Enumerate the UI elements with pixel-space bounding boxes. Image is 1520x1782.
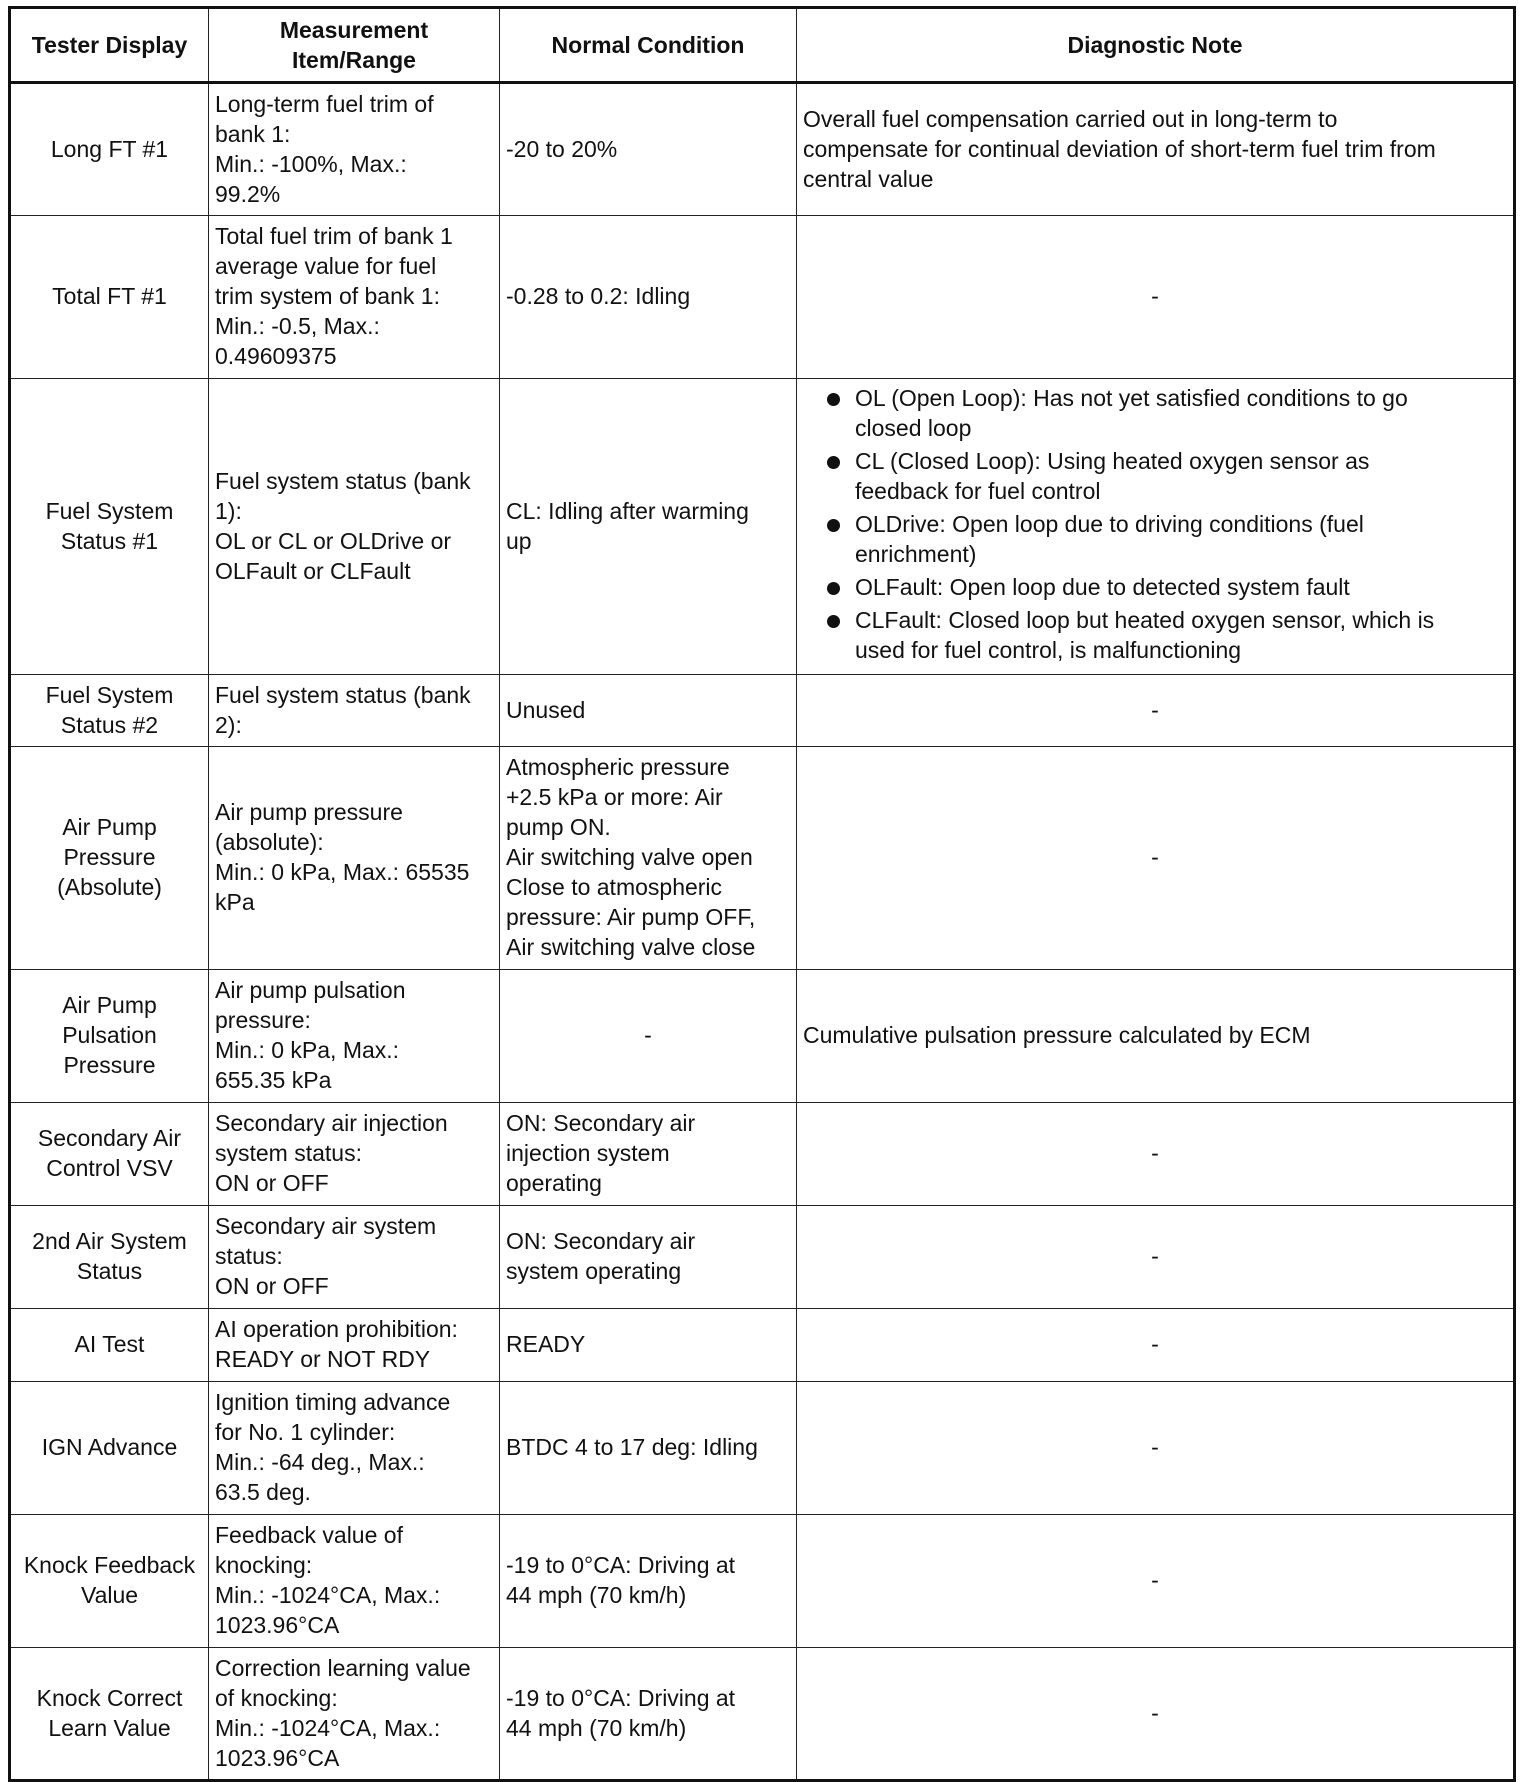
note-text: CL (Closed Loop): Using heated oxygen sensor as feedback for fuel control [855, 448, 1370, 504]
table-row-long-ft-1 [10, 83, 1515, 216]
normal-condition-cell: BTDC 4 to 17 deg: Idling [500, 1382, 797, 1515]
measurement-cell: Ignition timing advance for No. 1 cylinder: Min.: -64 deg., Max.: 63.5 deg. [209, 1382, 500, 1515]
tester-display-cell: Secondary Air Control VSV [10, 1103, 209, 1206]
table-row-ign-advance [10, 1382, 1515, 1515]
normal-condition-cell: -20 to 20% [500, 83, 797, 216]
tester-display-cell: Fuel System Status #1 [10, 379, 209, 675]
measurement-cell: Total fuel trim of bank 1 average value for fuel trim system of bank 1: Min.: -0.5, Max.: 0.49609375 [209, 216, 500, 379]
bullet-icon [827, 615, 840, 628]
measurement-cell: Air pump pressure (absolute): Min.: 0 kPa, Max.: 65535 kPa [209, 747, 500, 970]
note-text: CLFault: Closed loop but heated oxygen sensor, which is used for fuel control, is malfunctioning [855, 607, 1435, 663]
header-normal-condition: Normal Condition [500, 8, 797, 83]
tester-display-cell: Knock Feedback Value [10, 1515, 209, 1648]
diagnostic-note-cell [797, 379, 1515, 675]
normal-condition-cell: -19 to 0°CA: Driving at 44 mph (70 km/h) [500, 1648, 797, 1781]
bullet-icon [827, 456, 840, 469]
tester-display-cell: Air Pump Pulsation Pressure [10, 970, 209, 1103]
table-body [10, 83, 1515, 1781]
measurement-cell: Fuel system status (bank 2): [209, 675, 500, 747]
data-list-sheet [8, 6, 1513, 1782]
tester-display-cell: IGN Advance [10, 1382, 209, 1515]
normal-condition-cell: -19 to 0°CA: Driving at 44 mph (70 km/h) [500, 1515, 797, 1648]
normal-condition-cell: READY [500, 1309, 797, 1382]
table-row-knock-correct-learn-value [10, 1648, 1515, 1781]
diagnostic-note-cell: - [797, 675, 1515, 747]
table-row-fuel-system-status-1 [10, 379, 1515, 675]
table-row-2nd-air-system-status [10, 1206, 1515, 1309]
table-row-air-pump-pulsation [10, 970, 1515, 1103]
header-tester-display: Tester Display [10, 8, 209, 83]
diagnostic-note-cell: Overall fuel compensation carried out in long-term to compensate for continual deviation of short-term fuel trim from central value [797, 83, 1515, 216]
normal-condition-cell: ON: Secondary air injection system operating [500, 1103, 797, 1206]
tester-display-cell: Total FT #1 [10, 216, 209, 379]
diagnostic-note-cell: - [797, 1103, 1515, 1206]
normal-condition-cell: CL: Idling after warming up [500, 379, 797, 675]
tester-display-cell: Air Pump Pressure (Absolute) [10, 747, 209, 970]
table-row-secondary-air-control-vsv [10, 1103, 1515, 1206]
diagnostic-note-cell: - [797, 1382, 1515, 1515]
bullet-icon [827, 582, 840, 595]
measurement-cell: AI operation prohibition: READY or NOT RDY [209, 1309, 500, 1382]
measurement-cell: Air pump pulsation pressure: Min.: 0 kPa, Max.: 655.35 kPa [209, 970, 500, 1103]
bullet-icon [827, 519, 840, 532]
list-item [827, 605, 1507, 665]
tester-display-cell: 2nd Air System Status [10, 1206, 209, 1309]
header-diagnostic-note: Diagnostic Note [797, 8, 1515, 83]
normal-condition-cell: - [500, 970, 797, 1103]
diagnostic-note-cell: - [797, 1206, 1515, 1309]
header-row [10, 8, 1515, 83]
normal-condition-cell: ON: Secondary air system operating [500, 1206, 797, 1309]
measurement-cell: Feedback value of knocking: Min.: -1024°CA, Max.: 1023.96°CA [209, 1515, 500, 1648]
diagnostic-note-cell: - [797, 1648, 1515, 1781]
list-item [827, 572, 1507, 602]
table-row-air-pump-pressure [10, 747, 1515, 970]
list-item [827, 446, 1507, 506]
table-row-total-ft-1 [10, 216, 1515, 379]
diagnostic-note-cell: Cumulative pulsation pressure calculated by ECM [797, 970, 1515, 1103]
normal-condition-cell: Unused [500, 675, 797, 747]
measurement-cell: Secondary air injection system status: ON or OFF [209, 1103, 500, 1206]
tester-display-cell: Knock Correct Learn Value [10, 1648, 209, 1781]
tester-display-cell: AI Test [10, 1309, 209, 1382]
measurement-cell: Fuel system status (bank 1): OL or CL or OLDrive or OLFault or CLFault [209, 379, 500, 675]
list-item [827, 509, 1507, 569]
normal-condition-cell: Atmospheric pressure +2.5 kPa or more: Air pump ON. Air switching valve open Close to atmospheric pressure: Air pump OFF, Air switching valve close [500, 747, 797, 970]
diagnostic-note-cell: - [797, 747, 1515, 970]
normal-condition-cell: -0.28 to 0.2: Idling [500, 216, 797, 379]
list-item [827, 383, 1507, 443]
data-list-table [8, 6, 1516, 1782]
diagnostic-note-cell: - [797, 1309, 1515, 1382]
table-header [10, 8, 1515, 83]
note-text: OL (Open Loop): Has not yet satisfied conditions to go closed loop [855, 385, 1408, 441]
measurement-cell: Long-term fuel trim of bank 1: Min.: -100%, Max.: 99.2% [209, 83, 500, 216]
table-row-fuel-system-status-2 [10, 675, 1515, 747]
diagnostic-note-cell: - [797, 1515, 1515, 1648]
tester-display-cell: Fuel System Status #2 [10, 675, 209, 747]
table-row-ai-test [10, 1309, 1515, 1382]
fuel-status-note-list [803, 383, 1507, 665]
measurement-cell: Secondary air system status: ON or OFF [209, 1206, 500, 1309]
header-measurement: Measurement Item/Range [209, 8, 500, 83]
bullet-icon [827, 393, 840, 406]
tester-display-cell: Long FT #1 [10, 83, 209, 216]
note-text: OLDrive: Open loop due to driving conditions (fuel enrichment) [855, 511, 1364, 567]
measurement-cell: Correction learning value of knocking: Min.: -1024°CA, Max.: 1023.96°CA [209, 1648, 500, 1781]
note-text: OLFault: Open loop due to detected system fault [855, 574, 1350, 600]
diagnostic-note-cell: - [797, 216, 1515, 379]
table-row-knock-feedback-value [10, 1515, 1515, 1648]
